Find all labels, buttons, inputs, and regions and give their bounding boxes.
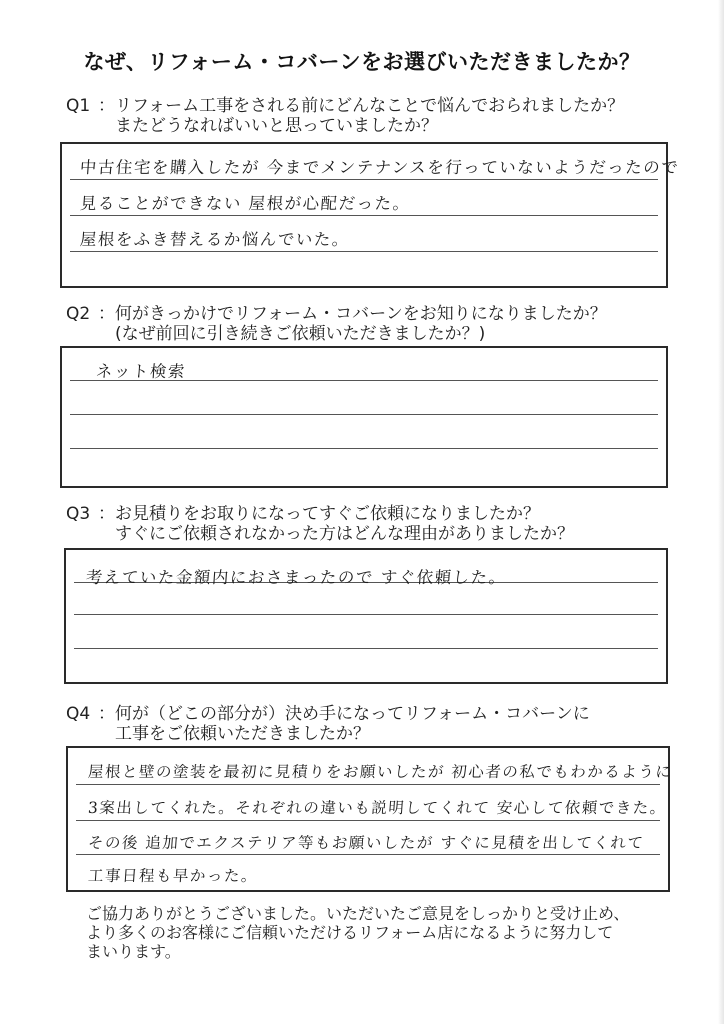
- question-4: [66, 704, 590, 744]
- answer-rule: [70, 448, 658, 449]
- scan-edge-shadow: [718, 0, 724, 1024]
- answer-text-line: 屋根をふき替えるか悩んでいた。: [79, 230, 351, 249]
- answer-box-3: [64, 548, 668, 684]
- answer-rule: [70, 179, 658, 180]
- question-3: [66, 504, 574, 544]
- question-text-line: ：何が（どこの部分が）決め手になってリフォーム・コバーンに: [98, 704, 590, 724]
- answer-box-4: [66, 746, 673, 892]
- answer-box-1: [60, 142, 680, 288]
- question-text-line: ：リフォーム工事をされる前にどんなことで悩んでおられましたか？: [98, 96, 625, 116]
- answer-text-line: 考えていた金額内におさまったので すぐ依頼した。: [85, 568, 508, 587]
- closing-line: より多くのお客様にご信頼いただけるリフォーム店になるように努力して: [86, 923, 614, 942]
- answer-rule: [74, 614, 658, 615]
- answer-rule: [74, 648, 658, 649]
- answer-rule: [76, 784, 660, 785]
- answer-rule: [76, 820, 660, 821]
- question-number: Q2: [66, 304, 91, 324]
- answer-text-line: 工事日程も早かった。: [87, 867, 259, 885]
- question-text-line: またどうなればいいと思っていましたか？: [98, 116, 438, 136]
- closing-message: [86, 904, 629, 961]
- closing-line: まいります。: [86, 942, 181, 961]
- closing-line: ご協力ありがとうございました。いただいたご意見をしっかりと受け止め、: [86, 904, 630, 923]
- answer-rule: [76, 854, 660, 855]
- question-text-line: (なぜ前回に引き続きご依頼いただきましたか？): [98, 324, 486, 344]
- question-2: [66, 304, 607, 344]
- answer-text-line: ネット検索: [95, 362, 187, 381]
- answer-text-line: 屋根と壁の塗装を最初に見積りをお願いしたが 初心者の私でもわかるように: [87, 763, 673, 781]
- answer-text-line: 見ることができない 屋根が心配だった。: [79, 194, 412, 213]
- answer-rule: [70, 251, 658, 252]
- question-number: Q1: [66, 96, 91, 116]
- page-title: なぜ、リフォーム・コバーンをお選びいただきましたか？: [83, 50, 641, 74]
- question-text-line: すぐにご依頼されなかった方はどんな理由がありましたか？: [98, 524, 574, 544]
- answer-text-line: その後 追加でエクステリア等もお願いしたが すぐに見積を出してくれて: [87, 834, 645, 852]
- question-text-line: ：お見積りをお取りになってすぐご依頼になりましたか？: [98, 504, 540, 524]
- answer-rule: [70, 414, 658, 415]
- answer-rule: [70, 215, 658, 216]
- question-1: [66, 96, 624, 136]
- answer-text-line: 3案出してくれた。それぞれの違いも説明してくれて 安心して依頼できた。: [87, 799, 668, 817]
- question-number: Q3: [66, 504, 91, 524]
- answer-box-2: [60, 346, 668, 488]
- question-number: Q4: [66, 704, 91, 724]
- answer-text-line: 中古住宅を購入したが 今までメンテナンスを行っていないようだったので: [79, 158, 680, 177]
- question-text-line: 工事をご依頼いただきましたか？: [98, 724, 370, 744]
- question-text-line: ：何がきっかけでリフォーム・コバーンをお知りになりましたか？: [98, 304, 607, 324]
